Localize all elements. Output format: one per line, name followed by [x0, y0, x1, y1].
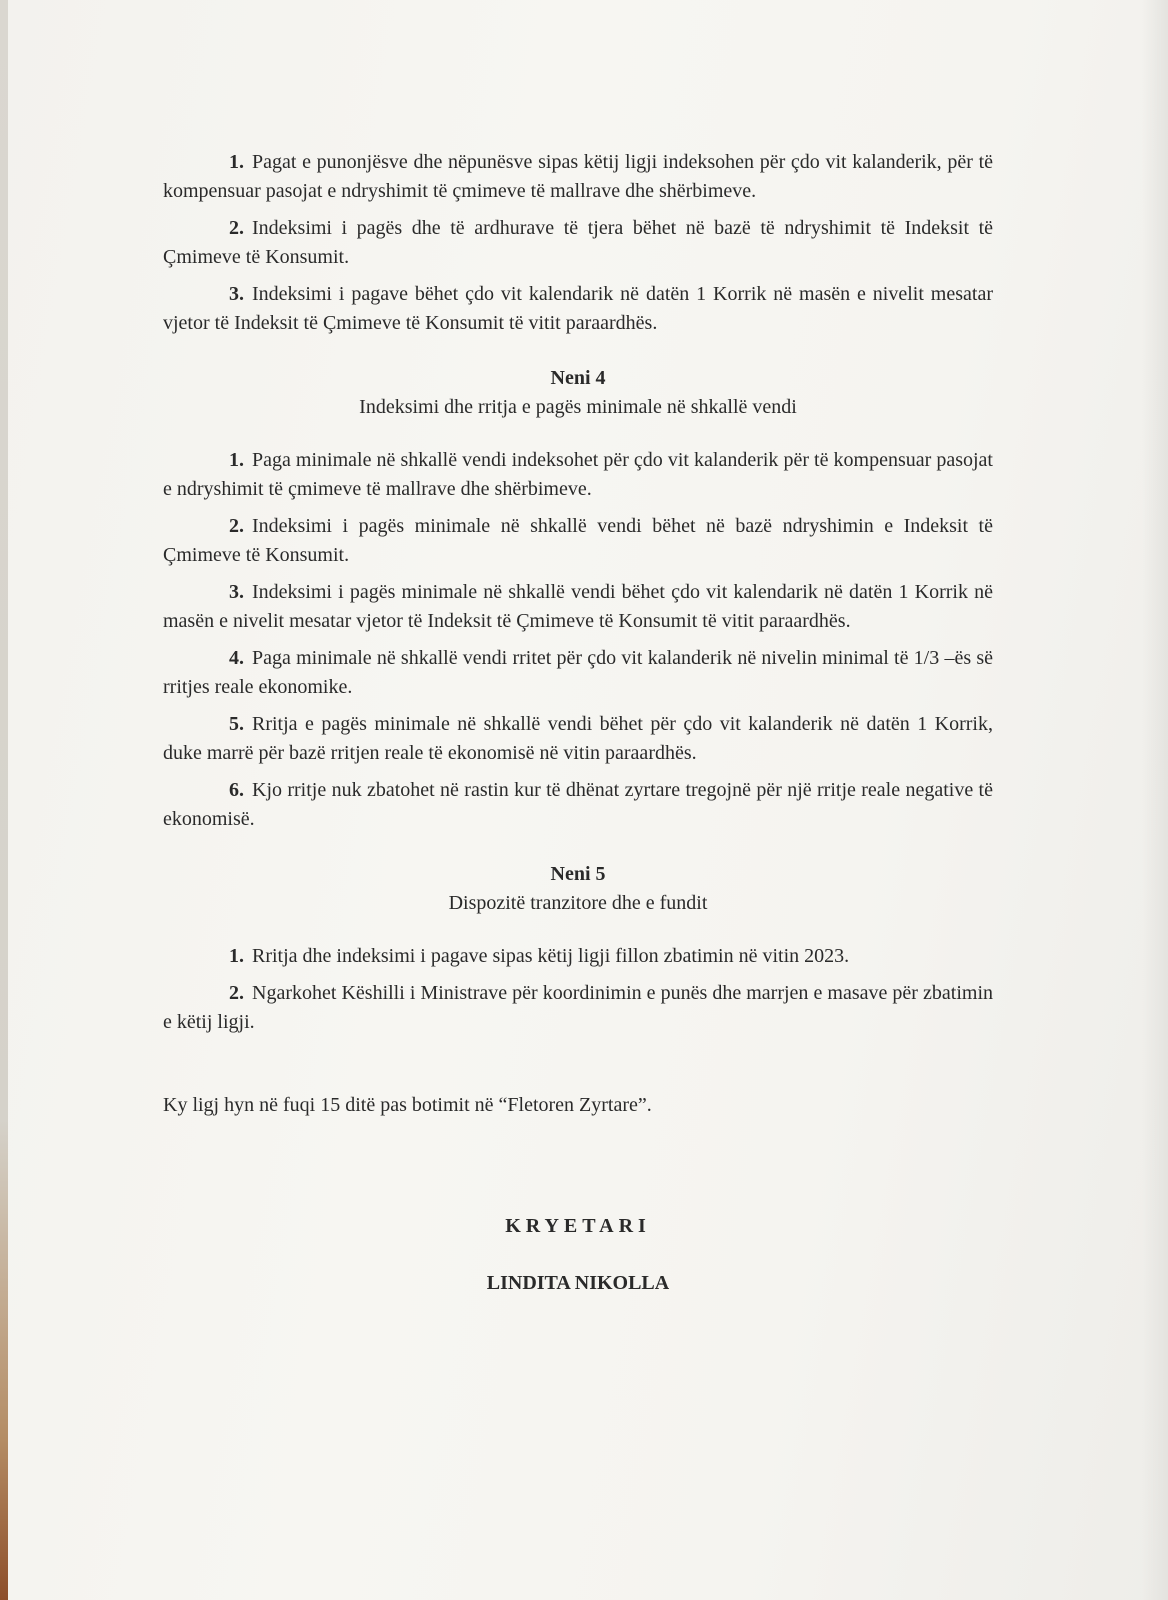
article-4-number: Neni 4: [550, 367, 606, 389]
paragraph-number: 5.: [229, 713, 244, 735]
paragraph-number: 2.: [229, 982, 244, 1004]
paragraph-text: Indeksimi i pagave bëhet çdo vit kalendarik në datën 1 Korrik në masën e nivelit mesatar vjetor të Indeksit të Çmimeve të Konsumit të vitit paraardhës.: [163, 283, 993, 334]
article-4-paragraph-5: [163, 710, 993, 768]
signature-block: [163, 1212, 993, 1298]
paragraph-text: Pagat e punonjësve dhe nëpunësve sipas këtij ligji indeksohen për çdo vit kalanderik, për të kompensuar pasojat e ndryshimit të çmimeve të mallrave dhe shërbimeve.: [163, 151, 993, 202]
paragraph-text: Ngarkohet Këshilli i Ministrave për koordinimin e punës dhe marrjen e masave për zbatimin e këtij ligji.: [163, 982, 993, 1033]
paragraph-number: 6.: [229, 779, 244, 801]
paragraph-text: Indeksimi i pagës minimale në shkallë vendi bëhet çdo vit kalendarik në datën 1 Korrik në masën e nivelit mesatar vjetor të Indeksit të Çmimeve të Konsumit të vitit paraardhës.: [163, 581, 993, 632]
article-5-title: Dispozitë tranzitore dhe e fundit: [448, 892, 708, 914]
signatory-title: KRYETARI: [505, 1215, 651, 1237]
intro-section: [163, 148, 993, 338]
article-4-paragraph-3: [163, 578, 993, 636]
entry-into-force-statement: Ky ligj hyn në fuqi 15 ditë pas botimit në “Fletoren Zyrtare”.: [163, 1094, 652, 1116]
article-4-paragraph-2: [163, 512, 993, 570]
paragraph-text: Paga minimale në shkallë vendi indeksohet për çdo vit kalanderik për të kompensuar pasojat e ndryshimit të çmimeve të mallrave dhe shërbimeve.: [163, 449, 993, 500]
paragraph-number: 1.: [229, 151, 244, 173]
paragraph-text: Indeksimi i pagës minimale në shkallë vendi bëhet në bazë ndryshimin e Indeksit të Çmimeve të Konsumit.: [163, 515, 993, 566]
intro-paragraph-1: [163, 148, 993, 206]
paragraph-number: 2.: [229, 515, 244, 537]
article-4: [163, 364, 993, 834]
document-body: [163, 148, 993, 1318]
paragraph-number: 1.: [229, 449, 244, 471]
paragraph-text: Rritja dhe indeksimi i pagave sipas këtij ligji fillon zbatimin në vitin 2023.: [252, 945, 850, 967]
paragraph-text: Paga minimale në shkallë vendi rritet për çdo vit kalanderik në nivelin minimal të 1/3 –ës së rritjes reale ekonomike.: [163, 647, 993, 698]
intro-paragraph-3: [163, 280, 993, 338]
article-4-title: Indeksimi dhe rritja e pagës minimale në shkallë vendi: [359, 396, 797, 418]
paragraph-number: 3.: [229, 581, 244, 603]
paragraph-number: 3.: [229, 283, 244, 305]
article-5: [163, 860, 993, 1037]
article-5-paragraph-2: [163, 979, 993, 1037]
paragraph-text: Indeksimi i pagës dhe të ardhurave të tjera bëhet në bazë të ndryshimit të Indeksit të Çmimeve të Konsumit.: [163, 217, 993, 268]
article-5-paragraph-1: [163, 942, 993, 971]
article-5-number: Neni 5: [550, 863, 606, 885]
article-4-paragraph-1: [163, 446, 993, 504]
paragraph-number: 4.: [229, 647, 244, 669]
paragraph-text: Rritja e pagës minimale në shkallë vendi bëhet për çdo vit kalanderik në datën 1 Korrik, duke marrë për bazë rritjen reale të ekonomisë në vitin paraardhës.: [163, 713, 993, 764]
signatory-name: LINDITA NIKOLLA: [486, 1272, 670, 1294]
paragraph-number: 2.: [229, 217, 244, 239]
intro-paragraph-2: [163, 214, 993, 272]
article-4-paragraph-6: [163, 776, 993, 834]
paragraph-text: Kjo rritje nuk zbatohet në rastin kur të dhënat zyrtare tregojnë për një rritje reale negative të ekonomisë.: [163, 779, 993, 830]
paragraph-number: 1.: [229, 945, 244, 967]
article-4-paragraph-4: [163, 644, 993, 702]
